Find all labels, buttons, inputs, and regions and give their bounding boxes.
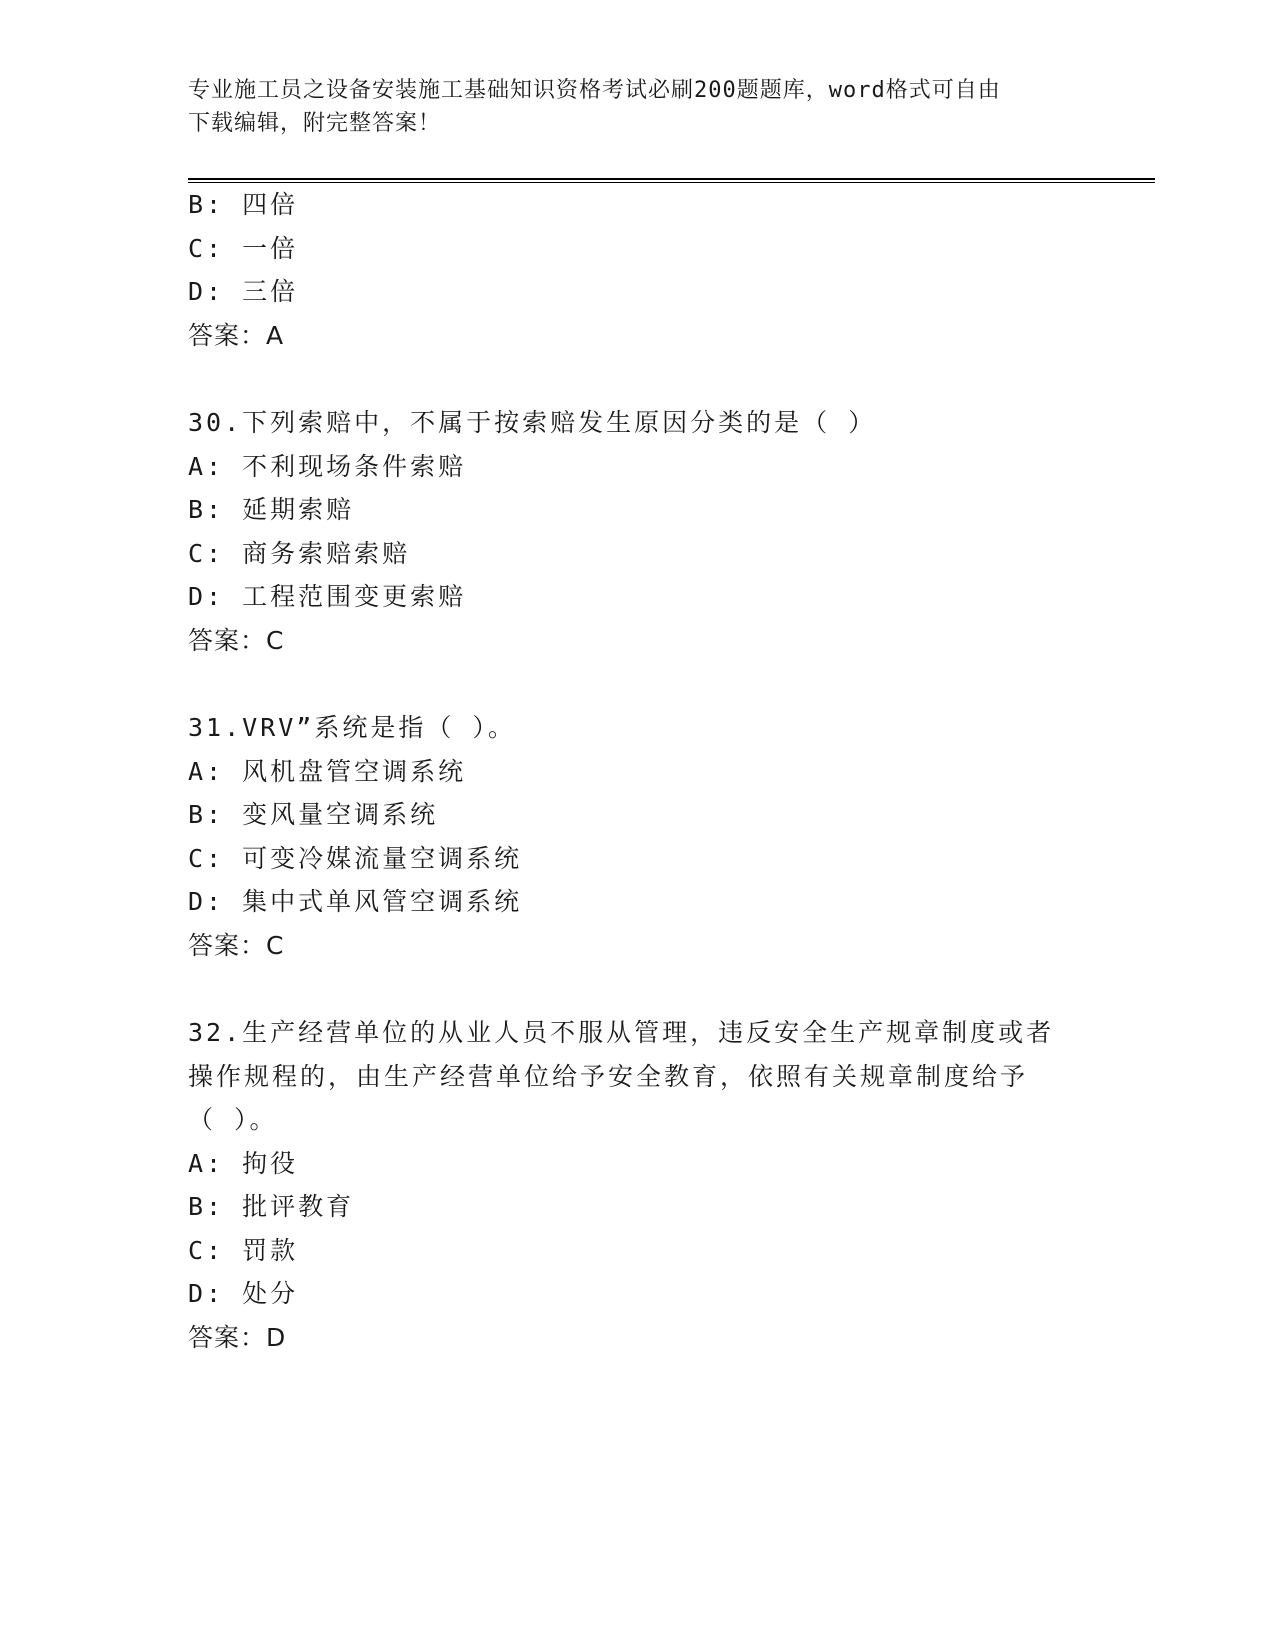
option-a: A: 风机盘管空调系统 (188, 757, 467, 786)
option-d: D: 处分 (188, 1279, 299, 1308)
option-c: C: 罚款 (188, 1236, 299, 1265)
option-a: A: 不利现场条件索赔 (188, 452, 467, 481)
question-32-line-1: 32.生产经营单位的从业人员不服从管理，违反安全生产规章制度或者 (188, 1018, 1055, 1047)
option-d: D: 工程范围变更索赔 (188, 582, 467, 611)
header-rule-thick (188, 178, 1155, 180)
option-b: B: 批评教育 (188, 1192, 355, 1221)
option-c: C: 商务索赔索赔 (188, 539, 411, 568)
option-b: B: 四倍 (188, 190, 299, 219)
answer-29: 答案：A (188, 321, 285, 350)
header-line-1: 专业施工员之设备安装施工基础知识资格考试必刷200题题库，word格式可自由 (188, 78, 1001, 103)
answer-31: 答案：C (188, 931, 285, 960)
option-c: C: 可变冷媒流量空调系统 (188, 844, 523, 873)
option-c: C: 一倍 (188, 234, 299, 263)
option-b: B: 变风量空调系统 (188, 800, 439, 829)
question-30: 30.下列索赔中，不属于按索赔发生原因分类的是（ ） (188, 408, 877, 437)
option-d: D: 三倍 (188, 277, 299, 306)
option-a: A: 拘役 (188, 1149, 299, 1178)
question-32-line-2: 操作规程的，由生产经营单位给予安全教育，依照有关规章制度给予 (188, 1062, 1029, 1091)
answer-30: 答案：C (188, 626, 285, 655)
header-line-2: 下载编辑，附完整答案！ (188, 111, 442, 136)
answer-32: 答案：D (188, 1323, 287, 1352)
option-b: B: 延期索赔 (188, 495, 355, 524)
document-header (188, 74, 1068, 140)
option-d: D: 集中式单风管空调系统 (188, 887, 523, 916)
header-rule-thin (188, 182, 1155, 183)
question-32-line-3: （ ）。 (188, 1105, 278, 1134)
question-31: 31.VRV”系统是指（ ）。 (188, 713, 516, 742)
